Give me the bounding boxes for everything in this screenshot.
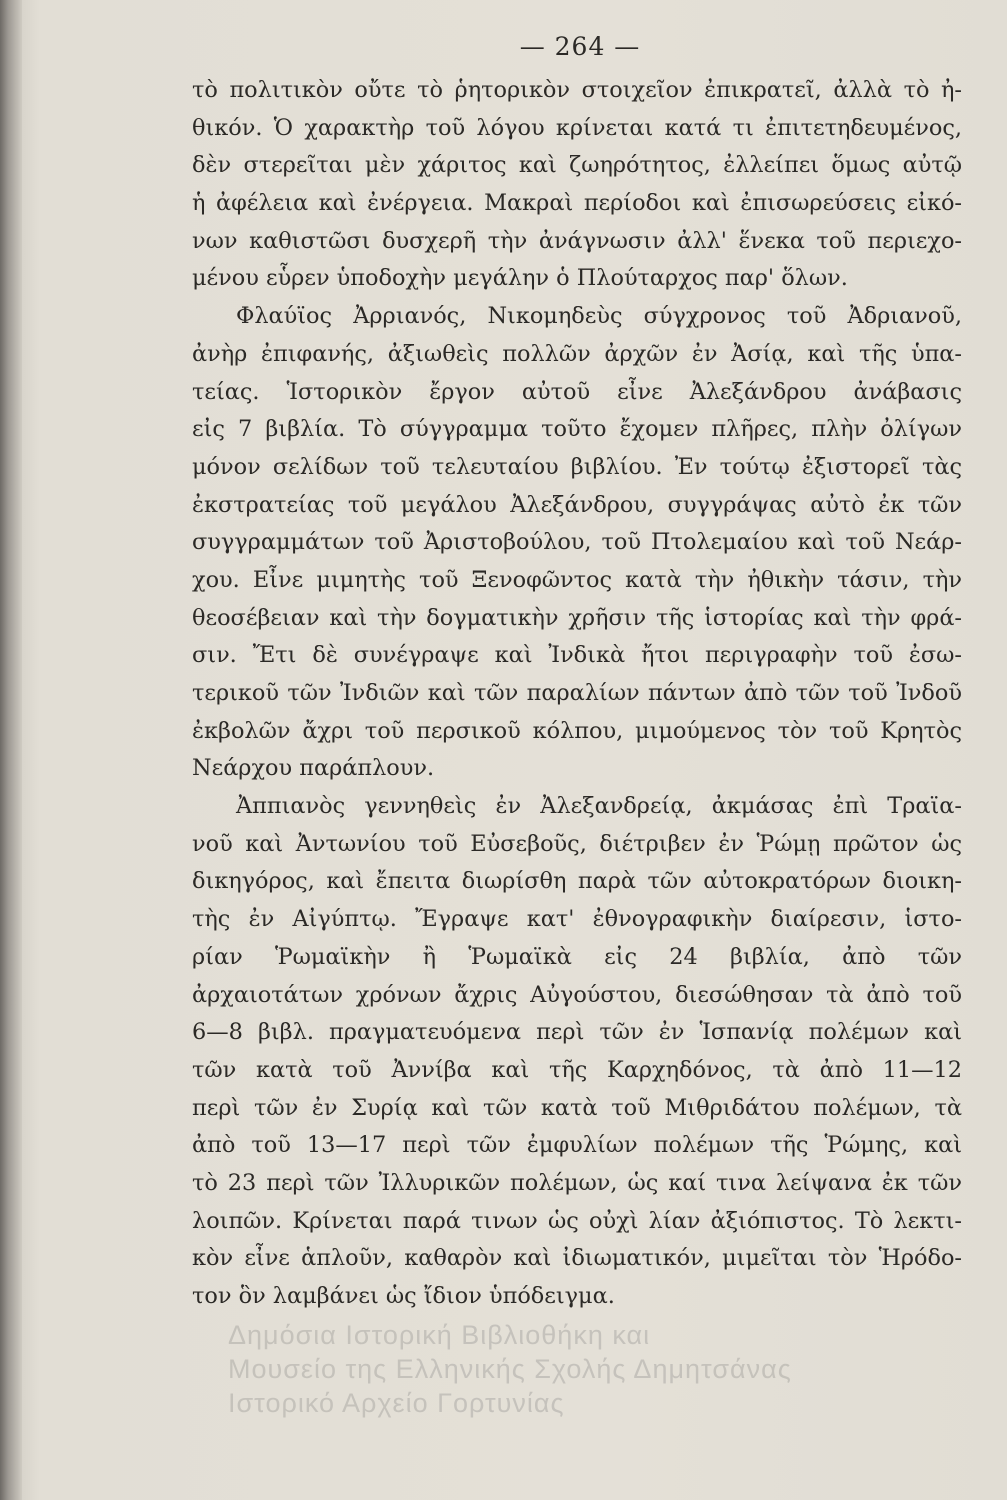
text-line: τὸ πολιτικὸν οὔτε τὸ ῥητορικὸν στοιχεῖον ἐπικρατεῖ, ἀλλὰ τὸ ἠ- xyxy=(192,77,962,103)
text-line: ἀπὸ τοῦ 13—17 περὶ τῶν ἐμφυλίων πολέμων τῆς Ῥώμης, καὶ xyxy=(192,1132,962,1159)
text-line: Φλαύϊος Ἀρριανός, Νικομηδεὺς σύγχρονος τοῦ Ἀδριανοῦ, xyxy=(236,303,962,330)
book-spine-shadow xyxy=(0,0,22,1500)
text-line: ρίαν Ῥωμαϊκὴν ἢ Ῥωμαϊκὰ εἰς 24 βιβλία, ἀπὸ τῶν xyxy=(192,943,962,970)
text-line: κὸν εἶνε ἁπλοῦν, καθαρὸν καὶ ἰδιωματικόν, μιμεῖται τὸν Ἡρόδο- xyxy=(192,1245,962,1272)
watermark-line: Δημόσια Ιστορική Βιβλιοθήκη και xyxy=(228,1320,651,1350)
text-line: θεοσέβειαν καὶ τὴν δογματικὴν χρῆσιν τῆς ἱστορίας καὶ τὴν φρά- xyxy=(192,604,962,631)
text-line: περὶ τῶν ἐν Συρίᾳ καὶ τῶν κατὰ τοῦ Μιθριδάτου πολέμων, τὰ xyxy=(192,1094,962,1121)
text-line: νοῦ καὶ Ἀντωνίου τοῦ Εὐσεβοῦς, διέτριβεν ἐν Ῥώμῃ πρῶτον ὡς xyxy=(192,830,962,857)
text-line: χου. Εἶνε μιμητὴς τοῦ Ξενοφῶντος κατὰ τὴν ἠθικὴν τάσιν, τὴν xyxy=(192,566,962,593)
watermark-line: Μουσείο της Ελληνικής Σχολής Δημητσάνας xyxy=(228,1354,792,1384)
text-line: 6—8 βιβλ. πραγματευόμενα περὶ τῶν ἐν Ἱσπανίᾳ πολέμων καὶ xyxy=(192,1019,962,1046)
text-line: μόνον σελίδων τοῦ τελευταίου βιβλίου. Ἐν τούτῳ ἐξιστορεῖ τὰς xyxy=(192,453,962,480)
text-line: τερικοῦ τῶν Ἰνδιῶν καὶ τῶν παραλίων πάντων ἀπὸ τῶν τοῦ Ἰνδοῦ xyxy=(192,680,962,706)
text-line: θικόν. Ὁ χαρακτὴρ τοῦ λόγου κρίνεται κατά τι ἐπιτετηδευμένος, xyxy=(192,114,962,141)
text-line: ἀνὴρ ἐπιφανής, ἀξιωθεὶς πολλῶν ἀρχῶν ἐν Ἀσίᾳ, καὶ τῆς ὑπα- xyxy=(192,340,962,367)
text-line: μένου εὗρεν ὑποδοχὴν μεγάλην ὁ Πλούταρχος παρ' ὅλων. xyxy=(192,265,848,292)
text-line: ἀρχαιοτάτων χρόνων ἄχρις Αὐγούστου, διεσώθησαν τὰ ἀπὸ τοῦ xyxy=(192,981,962,1008)
page-text-body xyxy=(192,72,962,1316)
text-line: Νεάρχου παράπλουν. xyxy=(192,755,435,782)
text-line: τὸ 23 περὶ τῶν Ἰλλυρικῶν πολέμων, ὡς καί τινα λείψανα ἐκ τῶν xyxy=(192,1169,962,1196)
text-line: συγγραμμάτων τοῦ Ἀριστοβούλου, τοῦ Πτολεμαίου καὶ τοῦ Νεάρ- xyxy=(192,529,962,556)
text-line: σιν. Ἔτι δὲ συνέγραψε καὶ Ἰνδικὰ ἤτοι περιγραφὴν τοῦ ἐσω- xyxy=(192,642,962,669)
text-line: ἡ ἀφέλεια καὶ ἐνέργεια. Μακραὶ περίοδοι καὶ ἐπισωρεύσεις εἰκό- xyxy=(192,190,962,217)
text-line: τον ὃν λαμβάνει ὡς ἴδιον ὑπόδειγμα. xyxy=(192,1283,615,1309)
text-line: ἐκβολῶν ἄχρι τοῦ περσικοῦ κόλπου, μιμούμενος τὸν τοῦ Κρητὸς xyxy=(192,717,962,744)
text-line: νων καθιστῶσι δυσχερῆ τὴν ἀνάγνωσιν ἀλλ' ἕνεκα τοῦ περιεχο- xyxy=(192,227,962,254)
page-number: — 264 — xyxy=(519,32,641,61)
text-line: δικηγόρος, καὶ ἔπειτα διωρίσθη παρὰ τῶν αὐτοκρατόρων διοικη- xyxy=(192,868,962,895)
text-line: εἰς 7 βιβλία. Τὸ σύγγραμμα τοῦτο ἔχομεν πλῆρες, πλὴν ὀλίγων xyxy=(192,416,962,443)
text-line: Ἀππιανὸς γεννηθεὶς ἐν Ἀλεξανδρείᾳ, ἀκμάσας ἐπὶ Τραϊα- xyxy=(236,793,962,820)
text-line: τῶν κατὰ τοῦ Ἀννίβα καὶ τῆς Καρχηδόνος, τὰ ἀπὸ 11—12 xyxy=(192,1056,962,1083)
text-line: δὲν στερεῖται μὲν χάριτος καὶ ζωηρότητος, ἐλλείπει ὅμως αὐτῷ xyxy=(192,152,962,179)
watermark-line: Ιστορικό Αρχείο Γορτυνίας xyxy=(228,1388,565,1418)
text-line: τὴς ἐν Αἰγύπτῳ. Ἔγραψε κατ' ἐθνογραφικὴν διαίρεσιν, ἱστο- xyxy=(192,906,962,933)
text-line: λοιπῶν. Κρίνεται παρά τινων ὡς οὐχὶ λίαν ἀξιόπιστος. Τὸ λεκτι- xyxy=(192,1207,962,1234)
library-watermark xyxy=(228,1318,988,1420)
text-line: ἐκστρατείας τοῦ μεγάλου Ἀλεξάνδρου, συγγράψας αὐτὸ ἐκ τῶν xyxy=(192,491,962,518)
text-line: τείας. Ἱστορικὸν ἔργον αὐτοῦ εἶνε Ἀλεξάνδρου ἀνάβασις xyxy=(192,378,962,405)
